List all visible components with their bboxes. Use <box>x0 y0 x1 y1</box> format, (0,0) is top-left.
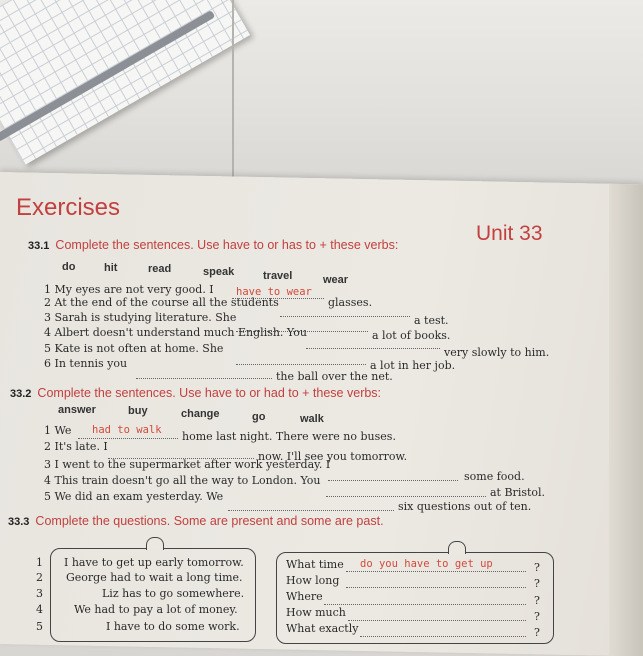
answer-blank[interactable] <box>236 354 366 365</box>
ex3-instruction: Complete the questions. Some are present and some are past. <box>35 514 384 528</box>
ex2-verb: walk <box>300 413 324 425</box>
ex2-verb: answer <box>58 404 96 416</box>
ex2-verb: buy <box>128 405 148 417</box>
page-content: Exercises Unit 33 33.1 Complete the sentences. Use have to or has to + these verbs: do hit read speak travel wear 1 My eyes are not very good. I have to wear glasses. 2 At the end of the course all the students a test. 3 Sarah is studying literature. She a lot of books. 4 Albert doesn't understand much English. You very slowly to him. 5 Kate is not often at home. She a lot in her job. 6 In tennis you the ball over the net. 33.2 Complete the sentences. Use have to or had to + these verbs: answer buy change go walk 1 We had to walk home last night. There were no buses. 2 It's late. I now. I'll see you tomorrow. 3 I went to the supermarket after work yesterday. I some food. 4 This train doesn't go all the way to London. You at Bristol. 5 We did an exam yesterday. We six questions out of ten. 33.3 Complete the questions. Some are present and some are past. 1 I have to get up early tomorrow. What time do you have to get up ? 2 George had to wait a long time. How long ? 3 Liz has to go somewhere. Where ? 4 We had to pay a lot of money. How much ? 5 I have to do some work. What exactly ? <box>0 0 643 644</box>
ex2-number: 33.2 <box>10 388 32 400</box>
page-title: Exercises <box>16 194 121 221</box>
ex2-instruction: Complete the sentences. Use have to or had to + these verbs: <box>37 386 382 400</box>
ex2-verb: change <box>181 408 220 420</box>
answer-blank[interactable] <box>328 470 458 481</box>
statement-bubble-tail <box>146 537 164 550</box>
answer-blank[interactable] <box>280 306 410 317</box>
ex1-instruction: Complete the sentences. Use have to or has to + these verbs: <box>55 238 399 252</box>
ex1-verb: speak <box>203 266 235 278</box>
ex1-verb: wear <box>323 274 349 286</box>
handwritten-answer: do you have to get up <box>360 558 493 570</box>
unit-label: Unit 33 <box>476 222 543 245</box>
handwritten-answer: have to wear <box>236 286 312 298</box>
ex1-verb: travel <box>263 270 293 282</box>
answer-blank[interactable] <box>324 594 526 605</box>
ex2-heading <box>10 386 381 400</box>
question-bubble-tail <box>448 541 466 554</box>
answer-blank[interactable] <box>136 368 272 379</box>
ex1-verb: hit <box>104 262 118 274</box>
ex1-heading <box>28 238 398 252</box>
ex3-number: 33.3 <box>8 516 30 528</box>
ex2-verb: go <box>252 411 266 423</box>
handwritten-answer: had to walk <box>92 424 162 436</box>
answer-blank[interactable] <box>228 500 394 511</box>
ex1-number: 33.1 <box>28 240 50 252</box>
answer-blank[interactable] <box>348 610 526 621</box>
answer-blank[interactable] <box>360 626 526 637</box>
ex1-verb: read <box>148 263 172 275</box>
ex3-heading <box>8 514 384 528</box>
answer-blank[interactable] <box>306 338 440 349</box>
ex1-verb: do <box>62 261 76 273</box>
answer-blank[interactable] <box>346 577 526 588</box>
answer-blank[interactable] <box>326 486 486 497</box>
